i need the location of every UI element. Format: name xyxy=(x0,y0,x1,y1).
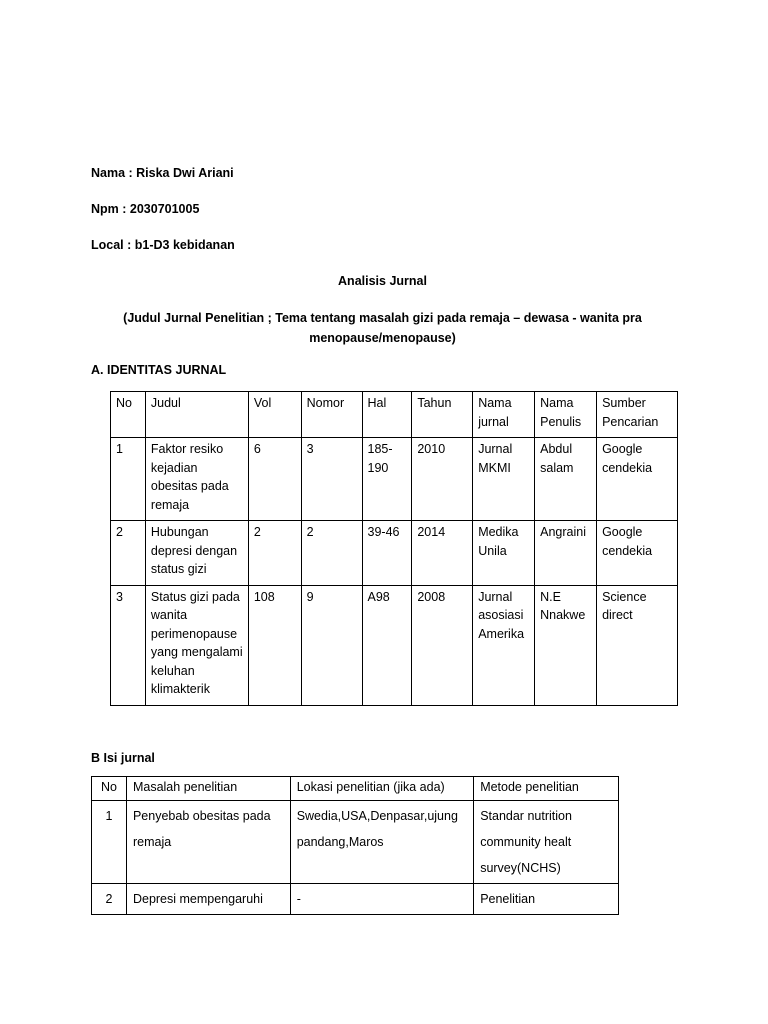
column-header: No xyxy=(92,777,127,801)
journal-content-table xyxy=(91,776,619,915)
table-cell: 185-190 xyxy=(362,438,412,521)
table-cell: Google cendekia xyxy=(597,521,678,586)
table-cell: Google cendekia xyxy=(597,438,678,521)
document-subtitle xyxy=(91,308,674,348)
column-header: Sumber Pencarian xyxy=(597,392,678,438)
table-cell: Standar nutrition community healt survey(NCHS) xyxy=(474,801,619,884)
table-cell: Swedia,USA,Denpasar,ujung pandang,Maros xyxy=(290,801,474,884)
table-row xyxy=(111,585,678,705)
table-cell: - xyxy=(290,884,474,915)
table-cell: Abdul salam xyxy=(535,438,597,521)
table-cell: 9 xyxy=(301,585,362,705)
table-row xyxy=(92,801,619,884)
document-title: Analisis Jurnal xyxy=(338,274,427,288)
table-cell: 6 xyxy=(248,438,301,521)
table-cell: Angraini xyxy=(535,521,597,586)
column-header: Nama jurnal xyxy=(473,392,535,438)
table-row xyxy=(111,521,678,586)
column-header: Vol xyxy=(248,392,301,438)
column-header: Metode penelitian xyxy=(474,777,619,801)
subtitle-line-1: (Judul Jurnal Penelitian ; Tema tentang masalah gizi pada remaja – dewasa - wanita pra xyxy=(123,311,642,325)
student-name: Nama : Riska Dwi Ariani xyxy=(91,166,234,180)
column-header: Hal xyxy=(362,392,412,438)
column-header: Lokasi penelitian (jika ada) xyxy=(290,777,474,801)
table-row xyxy=(92,884,619,915)
table-cell: Penelitian xyxy=(474,884,619,915)
table-cell: 2008 xyxy=(412,585,473,705)
table-header-row xyxy=(111,392,678,438)
column-header: No xyxy=(111,392,146,438)
table-cell: Jurnal asosiasi Amerika xyxy=(473,585,535,705)
column-header: Masalah penelitian xyxy=(126,777,290,801)
table-cell: 2 xyxy=(301,521,362,586)
section-b-heading: B Isi jurnal xyxy=(91,751,155,765)
table-cell: Depresi mempengaruhi xyxy=(126,884,290,915)
student-npm: Npm : 2030701005 xyxy=(91,202,200,216)
table-cell: Science direct xyxy=(597,585,678,705)
subtitle-line-2: menopause/menopause) xyxy=(309,331,456,345)
table-cell: Medika Unila xyxy=(473,521,535,586)
table-cell: Hubungan depresi dengan status gizi xyxy=(145,521,248,586)
table-cell: 3 xyxy=(111,585,146,705)
table-cell: Faktor resiko kejadian obesitas pada remaja xyxy=(145,438,248,521)
table-cell: 1 xyxy=(92,801,127,884)
table-cell: A98 xyxy=(362,585,412,705)
table-cell: 1 xyxy=(111,438,146,521)
table-cell: 39-46 xyxy=(362,521,412,586)
column-header: Nomor xyxy=(301,392,362,438)
table-cell: 108 xyxy=(248,585,301,705)
table-cell: 3 xyxy=(301,438,362,521)
column-header: Tahun xyxy=(412,392,473,438)
table-cell: Jurnal MKMI xyxy=(473,438,535,521)
table-cell: 2 xyxy=(248,521,301,586)
table-cell: 2014 xyxy=(412,521,473,586)
column-header: Nama Penulis xyxy=(535,392,597,438)
table-row xyxy=(111,438,678,521)
table-header-row xyxy=(92,777,619,801)
table-cell: 2 xyxy=(111,521,146,586)
table-cell: Status gizi pada wanita perimenopause yang mengalami keluhan klimakterik xyxy=(145,585,248,705)
table-cell: 2 xyxy=(92,884,127,915)
table-cell: Penyebab obesitas pada remaja xyxy=(126,801,290,884)
journal-identity-table xyxy=(110,391,678,706)
table-cell: 2010 xyxy=(412,438,473,521)
column-header: Judul xyxy=(145,392,248,438)
student-local: Local : b1-D3 kebidanan xyxy=(91,238,235,252)
section-a-heading: A. IDENTITAS JURNAL xyxy=(91,363,227,377)
table-cell: N.E Nnakwe xyxy=(535,585,597,705)
